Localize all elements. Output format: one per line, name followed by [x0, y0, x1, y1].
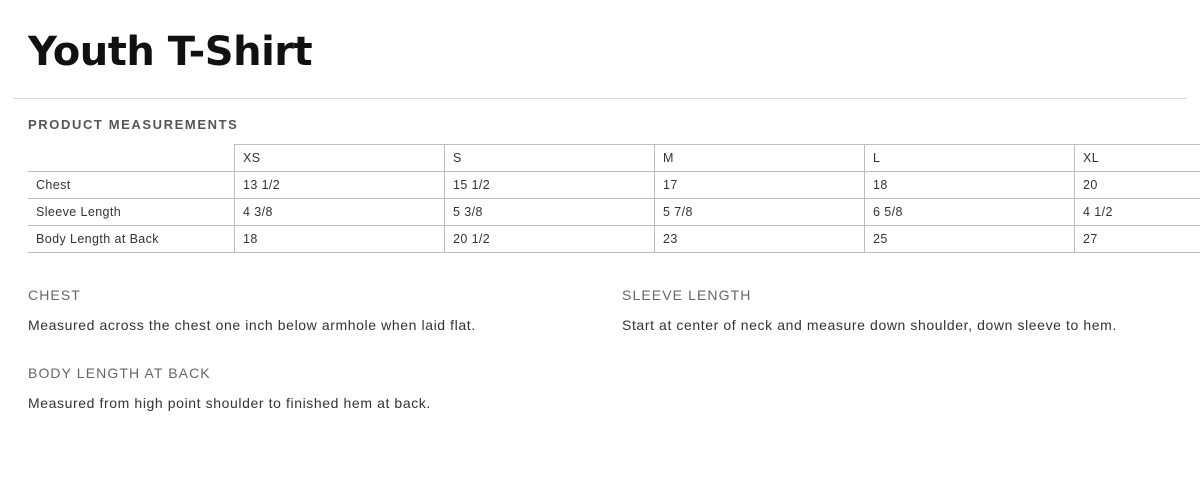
cell-body-length-xs: 18 — [235, 226, 445, 253]
note-body-length-body: Measured from high point shoulder to finished hem at back. — [28, 394, 431, 411]
cell-body-length-l: 25 — [865, 226, 1075, 253]
cell-chest-xs: 13 1/2 — [235, 172, 445, 199]
page-title: Youth T-Shirt — [28, 29, 313, 75]
table-row — [28, 199, 1200, 226]
note-sleeve-length — [622, 287, 1188, 339]
column-header-l: L — [865, 145, 1075, 172]
product-measurements-heading: PRODUCT MEASUREMENTS — [28, 117, 239, 132]
column-header-s: S — [445, 145, 655, 172]
row-label-body-length-at-back: Body Length at Back — [28, 226, 235, 253]
cell-chest-xl: 20 — [1075, 172, 1200, 199]
table-row — [28, 172, 1200, 199]
column-header-xs: XS — [235, 145, 445, 172]
column-header-xl: XL — [1075, 145, 1200, 172]
note-sleeve-length-body: Start at center of neck and measure down shoulder, down sleeve to hem. — [622, 317, 1117, 333]
cell-chest-l: 18 — [865, 172, 1075, 199]
cell-chest-s: 15 1/2 — [445, 172, 655, 199]
cell-sleeve-s: 5 3/8 — [445, 199, 655, 226]
cell-body-length-s: 20 1/2 — [445, 226, 655, 253]
measurements-table — [28, 144, 1200, 253]
row-label-chest: Chest — [28, 172, 235, 199]
table-body — [28, 172, 1200, 253]
cell-sleeve-xs: 4 3/8 — [235, 199, 445, 226]
cell-body-length-xl: 27 — [1075, 226, 1200, 253]
cell-body-length-m: 23 — [655, 226, 865, 253]
note-sleeve-length-title: SLEEVE LENGTH — [622, 287, 752, 303]
cell-sleeve-l: 6 5/8 — [865, 199, 1075, 226]
cell-chest-m: 17 — [655, 172, 865, 199]
cell-sleeve-xl: 4 1/2 — [1075, 199, 1200, 226]
note-chest-title: CHEST — [28, 287, 81, 303]
table-header — [28, 145, 1200, 172]
note-body-length-at-back — [28, 365, 594, 417]
title-divider — [14, 98, 1186, 99]
row-label-sleeve-length: Sleeve Length — [28, 199, 235, 226]
table-header-row — [28, 145, 1200, 172]
note-chest-body: Measured across the chest one inch below armhole when laid flat. — [28, 317, 476, 333]
note-body-length-title: BODY LENGTH AT BACK — [28, 364, 211, 381]
column-header-m: M — [655, 145, 865, 172]
cell-sleeve-m: 5 7/8 — [655, 199, 865, 226]
table-row — [28, 226, 1200, 253]
table-corner-cell — [28, 145, 235, 172]
note-chest — [28, 287, 594, 339]
measurement-notes — [28, 287, 1188, 417]
